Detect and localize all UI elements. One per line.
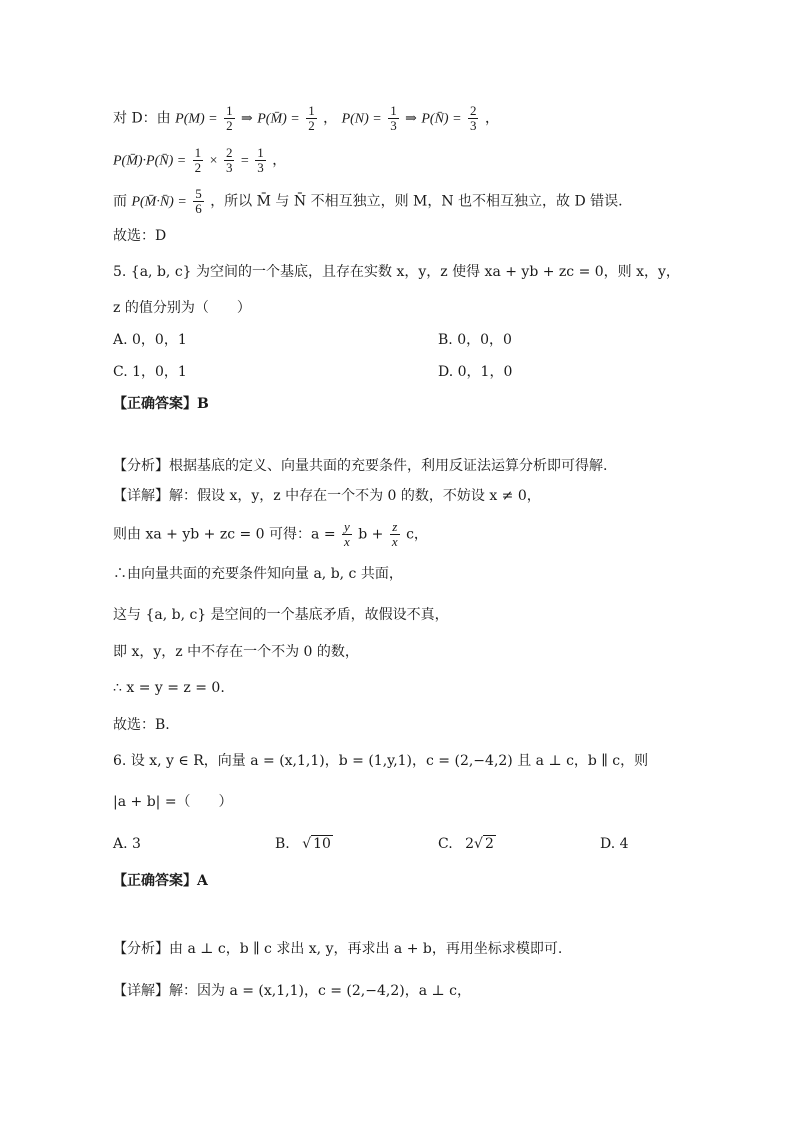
- text-segment: 则由 xa + yb + zc = 0 可得：a =: [113, 526, 336, 543]
- d-analysis-line3: [113, 187, 623, 216]
- text-segment: 对 D：由: [113, 110, 171, 127]
- math-expr: P(N̄) =: [421, 111, 462, 127]
- text-segment: c，: [406, 526, 428, 543]
- fraction: $\frac{5}{6}$: [195, 186, 202, 216]
- q6-option-d: D. 4: [600, 836, 629, 852]
- q6-option-c: C. 2√ 2: [438, 836, 494, 852]
- q5-analysis: 【分析】根据基底的定义、向量共面的充要条件，利用反证法运算分析即可得解.: [113, 458, 608, 474]
- implies-symbol: ⇒: [405, 111, 417, 127]
- sqrt-radicand: 10: [313, 836, 331, 852]
- fraction: $\frac{y}{x}$: [344, 519, 350, 549]
- sqrt-radicand: 2: [484, 836, 494, 852]
- q6-detail-line1: 【详解】解：因为 a = (x,1,1)，c = (2,−4,2)，a ⊥ c，: [113, 983, 471, 999]
- q5-option-a: A. 0，0，1: [113, 332, 187, 348]
- times-symbol: ×: [209, 153, 218, 169]
- separator: ，: [484, 110, 499, 127]
- q5-stem-line1: 5. {a, b, c} 为空间的一个基底，且存在实数 x，y，z 使得 xa + yb + zc = 0，则 x，y，: [113, 264, 680, 280]
- text-segment: ，所以 M̄ 与 N̄ 不相互独立，则 M，N 也不相互独立，故 D 错误.: [210, 193, 623, 210]
- q5-detail-line5: 即 x，y，z 中不存在一个不为 0 的数，: [113, 644, 359, 660]
- fraction: $\frac{2}{3}$: [225, 145, 233, 175]
- fraction: $\frac{1}{3}$: [257, 145, 264, 175]
- separator: ，: [323, 110, 338, 127]
- text-segment: 而: [113, 193, 127, 210]
- implies-symbol: ⇒: [241, 111, 253, 127]
- fraction: $\frac{1}{2}$: [308, 103, 315, 133]
- q4-choice: 故选：D: [113, 228, 167, 244]
- math-expr: P(M̄·N̄) =: [131, 194, 187, 210]
- fraction: $\frac{z}{x}$: [391, 519, 398, 549]
- q5-answer: 【正确答案】B: [113, 396, 209, 412]
- text-segment: b +: [358, 526, 384, 543]
- q5-option-c: C. 1，0，1: [113, 364, 187, 380]
- q5-detail-line1: 【详解】解：假设 x，y，z 中存在一个不为 0 的数，不妨设 x ≠ 0，: [113, 488, 541, 504]
- q5-stem-line2: z 的值分别为（ ）: [113, 300, 251, 316]
- q6-option-a: A. 3: [113, 836, 141, 852]
- q5-choice: 故选：B.: [113, 717, 170, 733]
- q6-answer: 【正确答案】A: [113, 873, 208, 889]
- q6-stem-line1: 6. 设 x, y ∈ R，向量 a = (x,1,1)，b = (1,y,1)，c = (2,−4,2) 且 a ⊥ c，b ∥ c，则: [113, 753, 649, 769]
- math-expr: P(M̄)·P(N̄) =: [113, 153, 187, 169]
- d-analysis-line1: [113, 104, 499, 133]
- q6-option-b: B. √ 10: [275, 836, 331, 852]
- q5-detail-line6: ∴ x = y = z = 0.: [113, 680, 225, 696]
- q6-analysis: 【分析】由 a ⊥ c，b ∥ c 求出 x, y，再求出 a + b，再用坐标求模即可.: [113, 941, 563, 957]
- fraction: $\frac{1}{2}$: [226, 103, 233, 133]
- separator: ，: [272, 152, 287, 169]
- fraction: $\frac{1}{3}$: [390, 103, 397, 133]
- fraction: $\frac{2}{3}$: [469, 103, 477, 133]
- fraction: $\frac{1}{2}$: [194, 145, 202, 175]
- math-expr: P(M) =: [175, 111, 218, 127]
- math-expr: P(M̄) =: [257, 111, 300, 127]
- d-analysis-line2: P(M̄)·P(N̄) = $\frac{1}{2}$ × $\frac{2}{3}$ = $\frac{1}{3}$ ，: [113, 145, 287, 175]
- math-expr: P(N) =: [341, 111, 382, 127]
- q5-option-d: D. 0，1，0: [438, 364, 513, 380]
- q6-stem-line2: |a + b| =（ ）: [113, 794, 233, 810]
- q5-detail-line2: [113, 520, 428, 549]
- q5-detail-line3: ∴由向量共面的充要条件知向量 a, b, c 共面，: [113, 566, 403, 582]
- q5-option-b: B. 0，0，0: [438, 332, 512, 348]
- q5-detail-line4: 这与 {a, b, c} 是空间的一个基底矛盾，故假设不真，: [113, 607, 449, 623]
